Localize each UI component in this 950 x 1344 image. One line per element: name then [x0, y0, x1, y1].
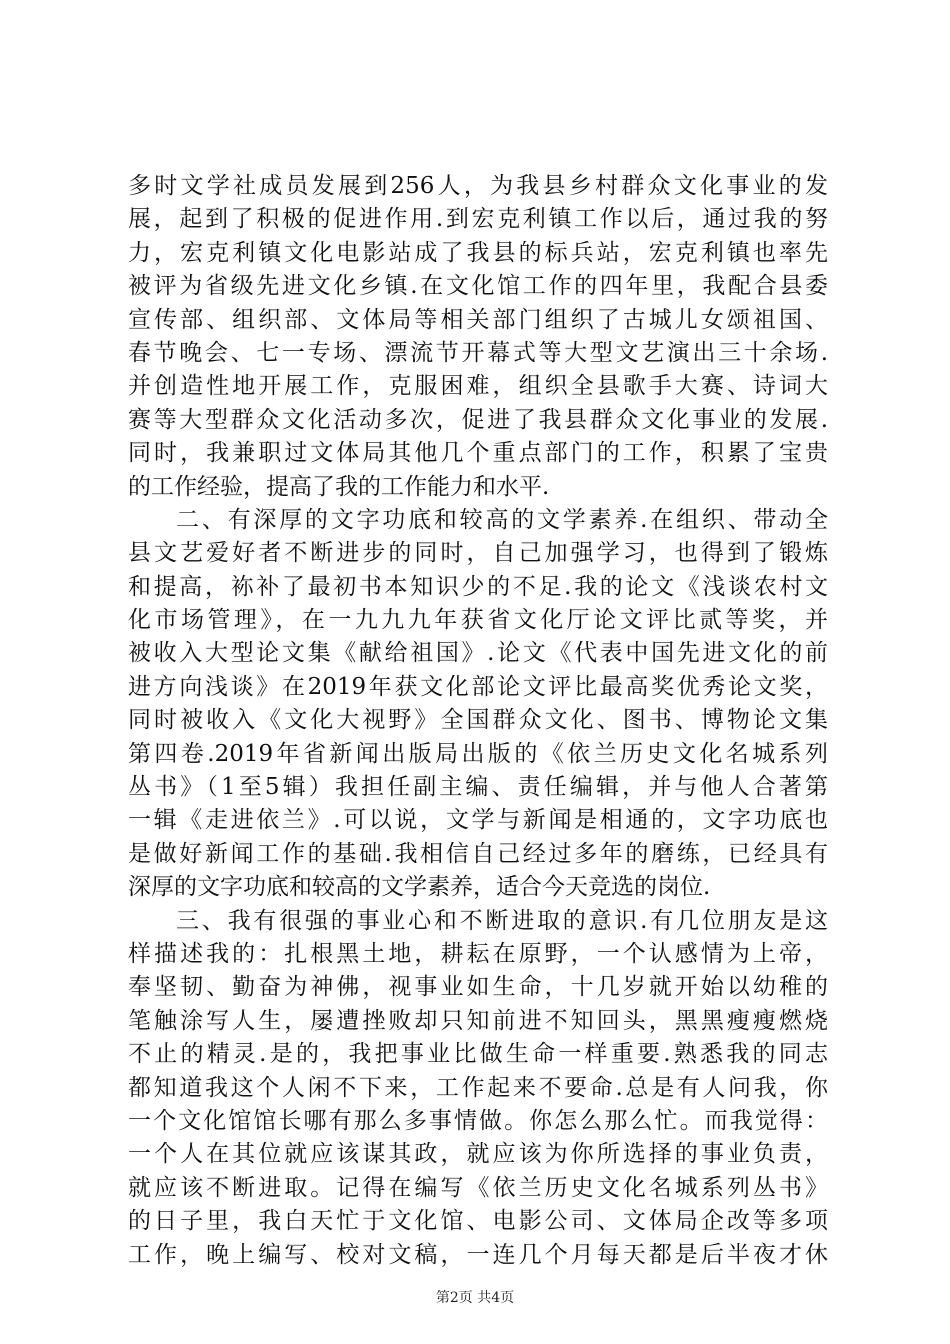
text-line: 工作，晚上编写、校对文稿，一连几个月每天都是后半夜才休 [128, 1241, 828, 1268]
text-line: 被收入大型论文集《献给祖国》.论文《代表中国先进文化的前 [128, 640, 828, 667]
text-line: 展，起到了积极的促进作用.到宏克利镇工作以后，通过我的努 [128, 206, 828, 233]
text-line: 的工作经验，提高了我的工作能力和水平. [128, 473, 550, 500]
text-line: 进方向浅谈》在2019年获文化部论文评比最高奖优秀论文奖， [128, 673, 828, 700]
page-number-footer: 第2页 共4页 [435, 1290, 515, 1306]
text-line: 奉坚韧、勤奋为神佛，视事业如生命，十几岁就开始以幼稚的 [128, 974, 828, 1001]
paragraph-heading-line: 三、我有很强的事业心和不断进取的意识.有几位朋友是这 [176, 907, 828, 934]
text-line: 宣传部、组织部、文体局等相关部门组织了古城儿女颂祖国、 [128, 306, 828, 333]
text-line: 化市场管理》，在一九九九年获省文化厅论文评比贰等奖，并 [128, 607, 828, 634]
text-line: 并创造性地开展工作，克服困难，组织全县歌手大赛、诗词大 [128, 373, 828, 400]
text-line: 和提高，袮补了最初书本知识少的不足.我的论文《浅谈农村文 [128, 573, 828, 600]
text-line: 春节晚会、七一专场、漂流节开幕式等大型文艺演出三十余场. [128, 339, 828, 366]
text-line: 力，宏克利镇文化电影站成了我县的标兵站，宏克利镇也率先 [128, 239, 828, 266]
text-line: 不止的精灵.是的，我把事业比做生命一样重要.熟悉我的同志 [128, 1041, 828, 1068]
text-line: 一个人在其位就应该谋其政，就应该为你所选择的事业负责， [128, 1141, 828, 1168]
text-line: 多时文学社成员发展到256人，为我县乡村群众文化事业的发 [128, 173, 828, 199]
text-line: 丛书》（1至5辑）我担任副主编、责任编辑，并与他人合著第 [128, 774, 828, 801]
text-line: 被评为省级先进文化乡镇.在文化馆工作的四年里，我配合县委 [128, 273, 828, 300]
text-line: 一个文化馆馆长哪有那么多事情做。你怎么那么忙。而我觉得： [128, 1107, 828, 1134]
text-line: 就应该不断进取。记得在编写《依兰历史文化名城系列丛书》 [128, 1174, 828, 1201]
text-line: 县文艺爱好者不断进步的同时，自己加强学习，也得到了锻炼 [128, 540, 828, 567]
text-line: 深厚的文字功底和较高的文学素养，适合今天竞选的岗位. [128, 874, 711, 901]
body-text [128, 170, 828, 1272]
text-line: 都知道我这个人闲不下来，工作起来不要命.总是有人问我，你 [128, 1074, 828, 1101]
text-line: 一辑《走进依兰》.可以说，文学与新闻是相通的，文字功底也 [128, 807, 828, 834]
text-line: 笔触涂写人生，屡遭挫败却只知前进不知回头，黑黑瘦瘦燃烧 [128, 1007, 828, 1034]
text-line: 第四卷.2019年省新闻出版局出版的《依兰历史文化名城系列 [128, 740, 828, 767]
text-line: 赛等大型群众文化活动多次，促进了我县群众文化事业的发展. [128, 406, 828, 433]
text-line: 样描述我的：扎根黑土地，耕耘在原野，一个认感情为上帝， [128, 940, 828, 967]
text-line: 是做好新闻工作的基础.我相信自己经过多年的磨练，已经具有 [128, 840, 828, 867]
text-line: 同时，我兼职过文体局其他几个重点部门的工作，积累了宝贵 [128, 440, 828, 467]
text-line: 的日子里，我白天忙于文化馆、电影公司、文体局企改等多项 [128, 1208, 828, 1235]
text-line: 同时被收入《文化大视野》全国群众文化、图书、博物论文集 [128, 707, 828, 734]
paragraph-heading-line: 二、有深厚的文字功底和较高的文学素养.在组织、带动全 [176, 506, 828, 533]
